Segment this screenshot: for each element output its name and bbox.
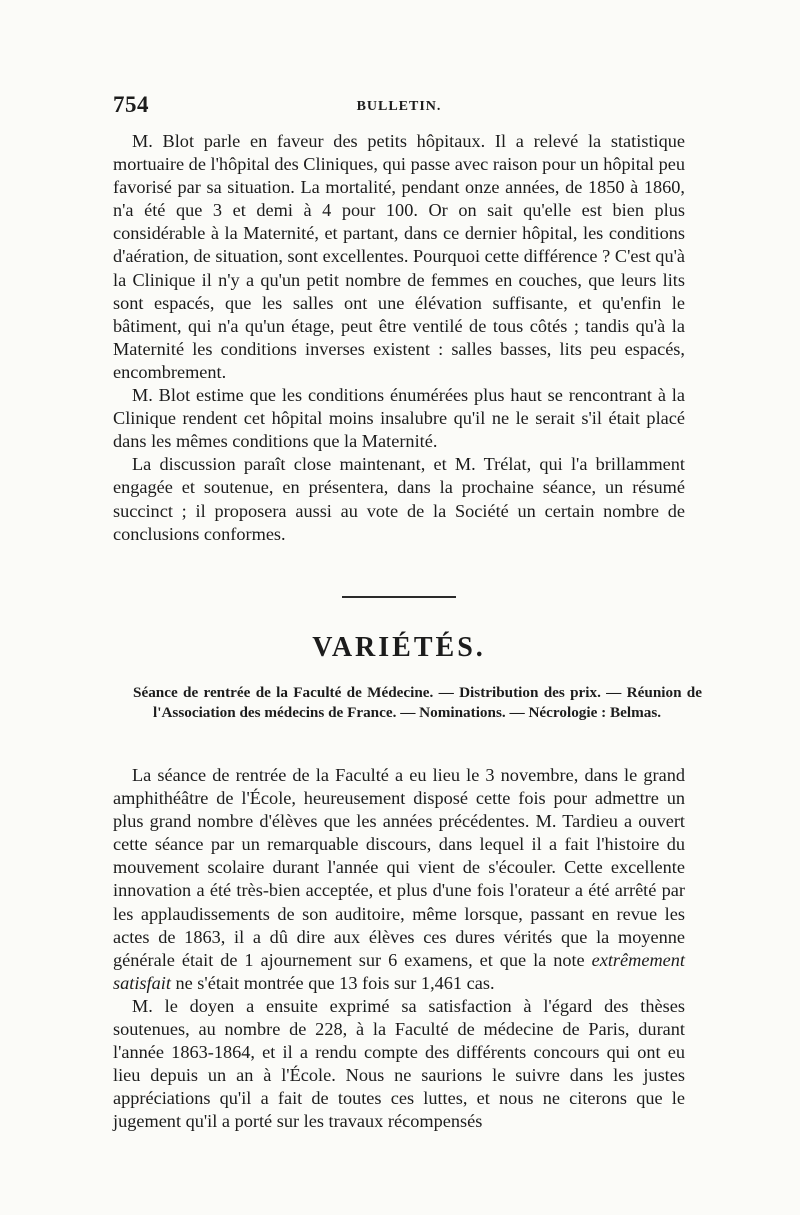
varietes-body [113,764,685,1134]
paragraph-text: ne s'était montrée que 13 fois sur 1,461 cas. [170,972,495,993]
paragraph [113,764,685,995]
running-title: BULLETIN. [356,99,442,114]
first-section [113,130,685,546]
paragraph: M. Blot estime que les conditions énumérées plus haut se rencontrant à la Clinique rendent cet hôpital moins insalubre qu'il ne le serait s'il était placé dans les mêmes conditions que la Maternité. [113,385,685,452]
running-head [113,92,685,122]
paragraph-text: La séance de rentrée de la Faculté a eu lieu le 3 novembre, dans le grand amphithéâtre de l'École, heureusement disposé cette fois pour admettre un plus grand nombre d'élèves que les années précédentes. M. Tardieu a ouvert cette séance par un remarquable discours, dans lequel il a fait l'histoire du mouvement scolaire durant l'année qui vient de s'écouler. Cette excellente innovation a été très-bien acceptée, et plus d'une fois l'orateur a été arrêté par les applaudissements de son auditoire, même lorsque, passant en revue les actes de 1863, il a dû dire aux élèves ces dures vérités que la moyenne générale était de 1 ajournement sur 6 examens, et que la note [113,765,685,970]
section-title: VARIÉTÉS. [312,632,486,663]
section-summary: Séance de rentrée de la Faculté de Médecine. — Distribution des prix. — Réunion de l'Association des médecins de France. — Nominations. — Nécrologie : Belmas. [133,684,702,721]
paragraph: M. le doyen a ensuite exprimé sa satisfaction à l'égard des thèses soutenues, au nombre de 228, à la Faculté de médecine de Paris, durant l'année 1863-1864, et il a rendu compte des différents concours qui ont eu lieu depuis un an à l'École. Nous ne saurions le suivre dans les justes appréciations qu'il a fait de toutes ces luttes, et nous ne citerons que le jugement qu'il a porté sur les travaux récompensés [113,995,685,1132]
page-number: 754 [113,92,149,117]
emphasized-text: extrêmement satisfait [113,949,685,993]
paragraph: La discussion paraît close maintenant, et M. Trélat, qui l'a brillamment engagée et soutenue, en présentera, dans la prochaine séance, un résumé succinct ; il proposera aussi au vote de la Société un certain nombre de conclusions conformes. [113,454,685,544]
paragraph: M. Blot parle en faveur des petits hôpitaux. Il a relevé la statistique mortuaire de l'hôpital des Cliniques, qui passe avec raison pour un hôpital peu favorisé par sa situation. La mortalité, pendant onze années, de 1850 à 1860, n'a été que 3 et demi à 4 pour 100. Or on sait qu'elle est bien plus considérable à la Maternité, et partant, dans ce dernier hôpital, les conditions d'aération, de situation, sont excellentes. Pourquoi cette différence ? C'est qu'à la Clinique il n'y a qu'un petit nombre de femmes en couches, que leurs lits sont espacés, que les salles ont une élévation suffisante, et qu'enfin le bâtiment, qui n'a qu'un étage, peut être ventilé de tous côtés ; tandis qu'à la Maternité les conditions inverses existent : salles basses, lits peu espacés, encombrement. [113,131,685,382]
section-divider [342,596,456,598]
